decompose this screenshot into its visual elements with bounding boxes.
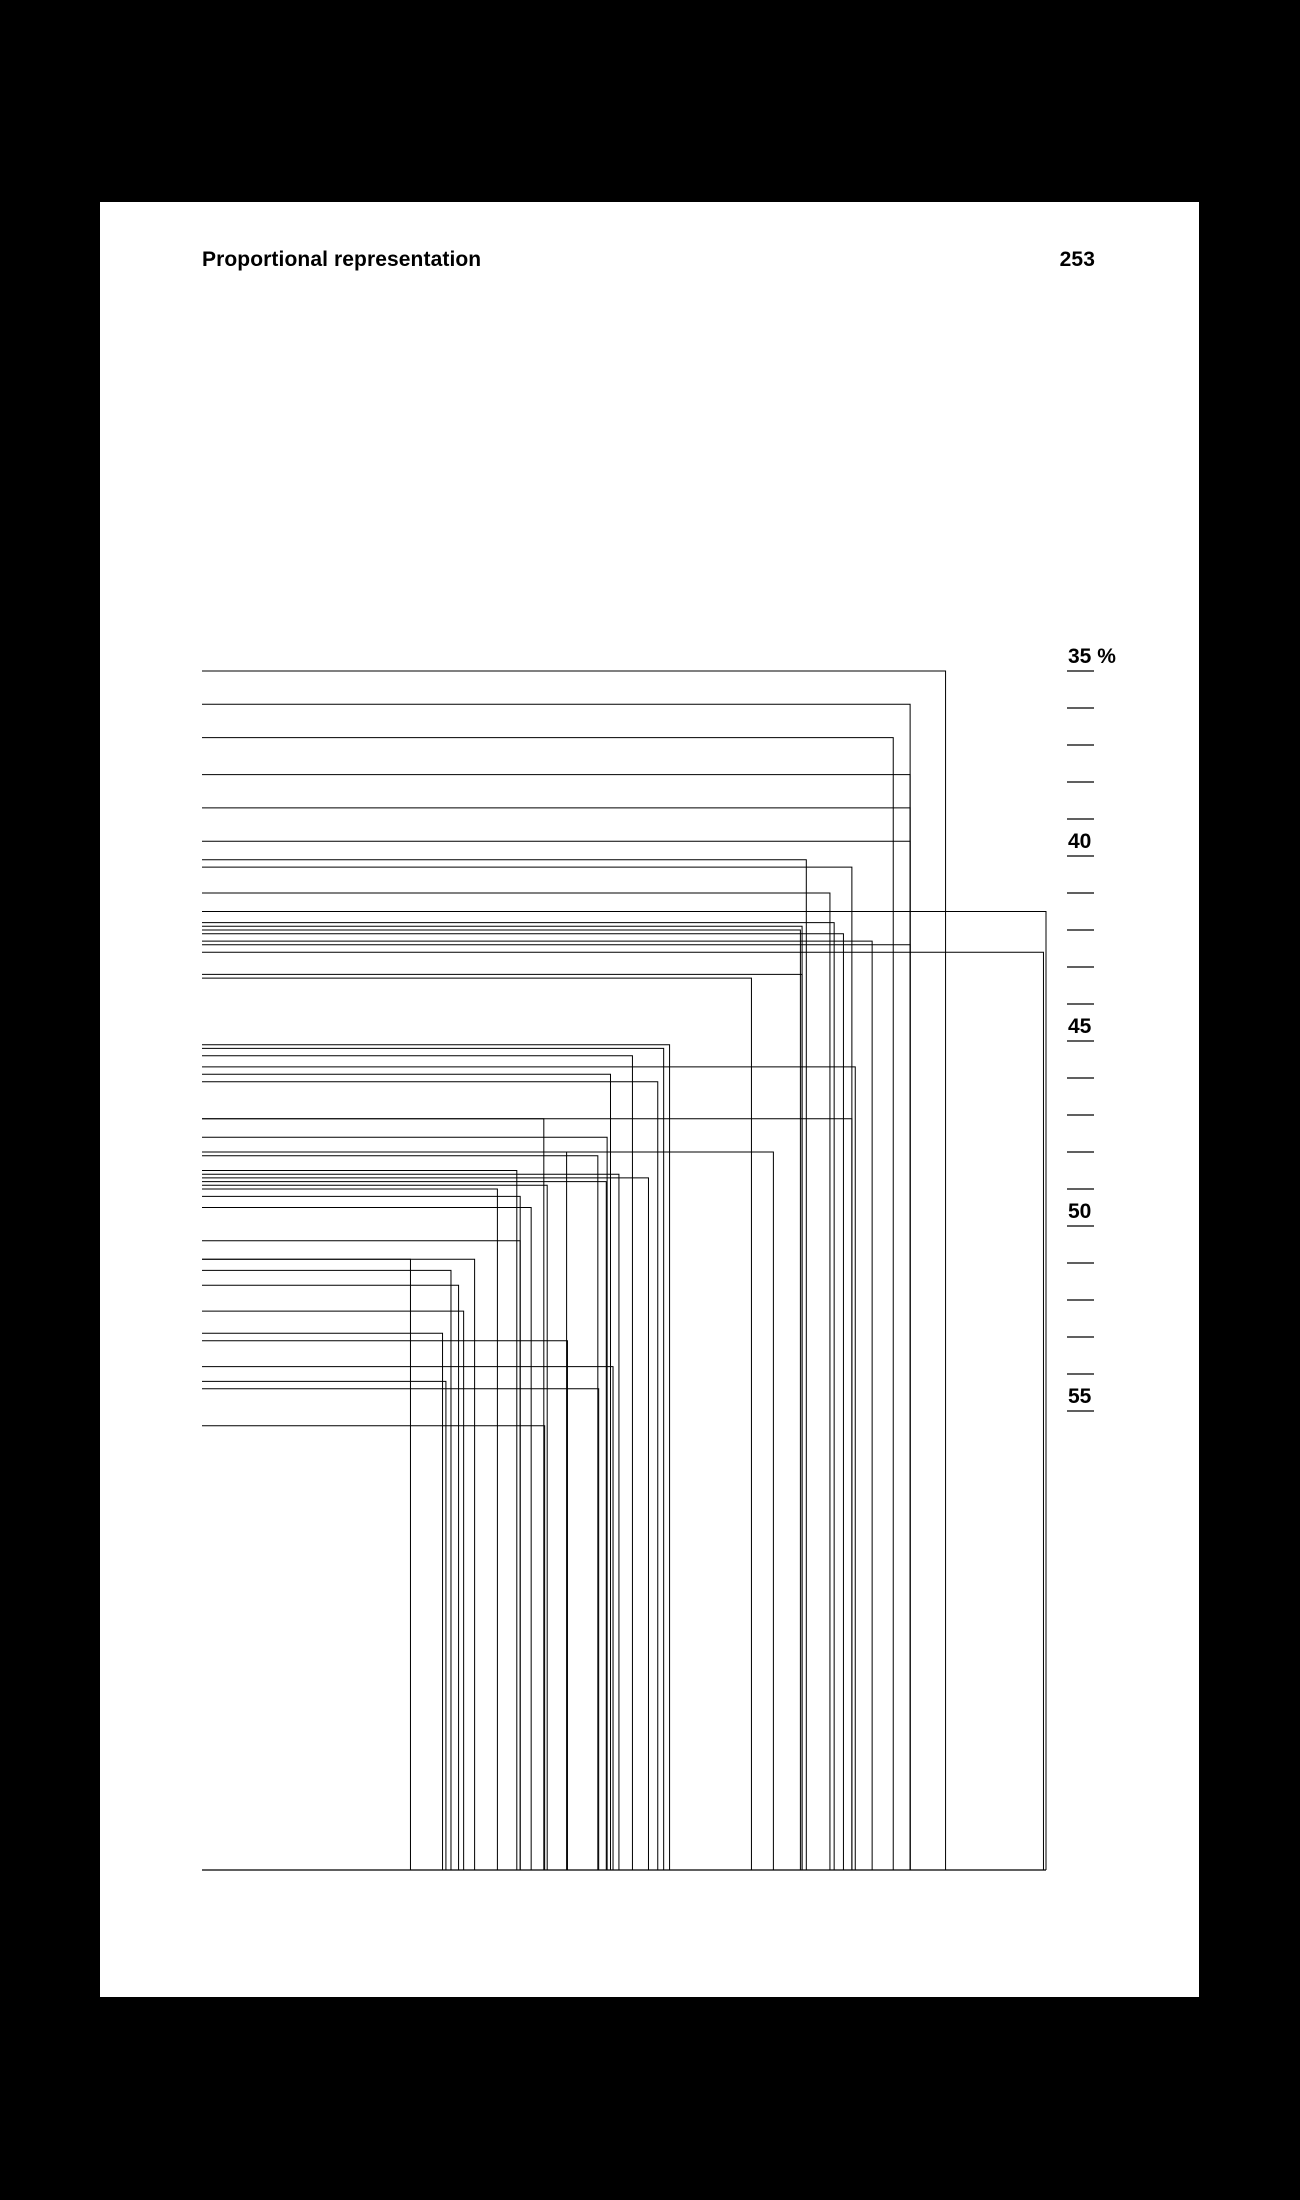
chart-bar bbox=[202, 1171, 517, 1871]
axis-tick-label: 45 bbox=[1068, 1015, 1092, 1038]
chart-bar bbox=[202, 1426, 545, 1870]
chart-bar bbox=[202, 1189, 497, 1870]
chart-bar bbox=[202, 1259, 475, 1870]
axis-tick-label: 35 % bbox=[1068, 645, 1116, 668]
chart-bar bbox=[202, 1367, 613, 1870]
chart-bar bbox=[202, 1341, 567, 1870]
chart-bar bbox=[202, 808, 910, 1870]
axis-tick-label: 50 bbox=[1068, 1200, 1092, 1223]
chart-bar bbox=[202, 1259, 410, 1870]
running-title: Proportional representation bbox=[202, 248, 482, 271]
page-number: 253 bbox=[1059, 248, 1095, 271]
chart-bar bbox=[202, 923, 834, 1870]
chart-bar bbox=[202, 1311, 464, 1870]
chart-bar bbox=[202, 1178, 648, 1870]
chart-bar bbox=[202, 930, 800, 1870]
chart-bar bbox=[202, 841, 910, 1870]
chart-bar bbox=[202, 945, 910, 1870]
chart-bar bbox=[202, 775, 910, 1870]
chart-bar bbox=[202, 1119, 544, 1870]
axis-tick-label: 55 bbox=[1068, 1385, 1092, 1408]
chart-bar bbox=[202, 1082, 658, 1870]
chart-bar bbox=[202, 1119, 852, 1870]
chart-bar bbox=[202, 1241, 520, 1870]
chart-bar bbox=[202, 704, 910, 1870]
chart-bar bbox=[202, 1185, 547, 1870]
chart-bar bbox=[202, 941, 872, 1870]
chart-bar bbox=[202, 1208, 531, 1871]
chart-bar bbox=[202, 926, 802, 1870]
chart-bar bbox=[202, 1270, 451, 1870]
chart-bar bbox=[202, 978, 751, 1870]
chart-bar bbox=[202, 1333, 443, 1870]
page bbox=[100, 202, 1199, 1997]
chart-bar bbox=[202, 1074, 610, 1870]
chart-bar bbox=[202, 1156, 598, 1870]
chart-bar bbox=[202, 1048, 664, 1870]
chart-bar bbox=[202, 1389, 599, 1870]
chart-bar bbox=[202, 1285, 459, 1870]
chart-bar bbox=[202, 912, 1046, 1871]
chart-bar bbox=[202, 1196, 520, 1870]
chart-bar bbox=[202, 1381, 446, 1870]
chart-bar bbox=[202, 974, 802, 1870]
chart-bar bbox=[202, 867, 852, 1870]
chart-bar bbox=[202, 860, 806, 1870]
chart-bar bbox=[202, 1045, 670, 1870]
chart-bar bbox=[202, 1137, 607, 1870]
axis-tick-label: 40 bbox=[1068, 830, 1092, 853]
nested-bar-chart bbox=[100, 202, 1199, 1997]
chart-bar bbox=[202, 952, 1043, 1870]
chart-bar bbox=[202, 1067, 855, 1870]
